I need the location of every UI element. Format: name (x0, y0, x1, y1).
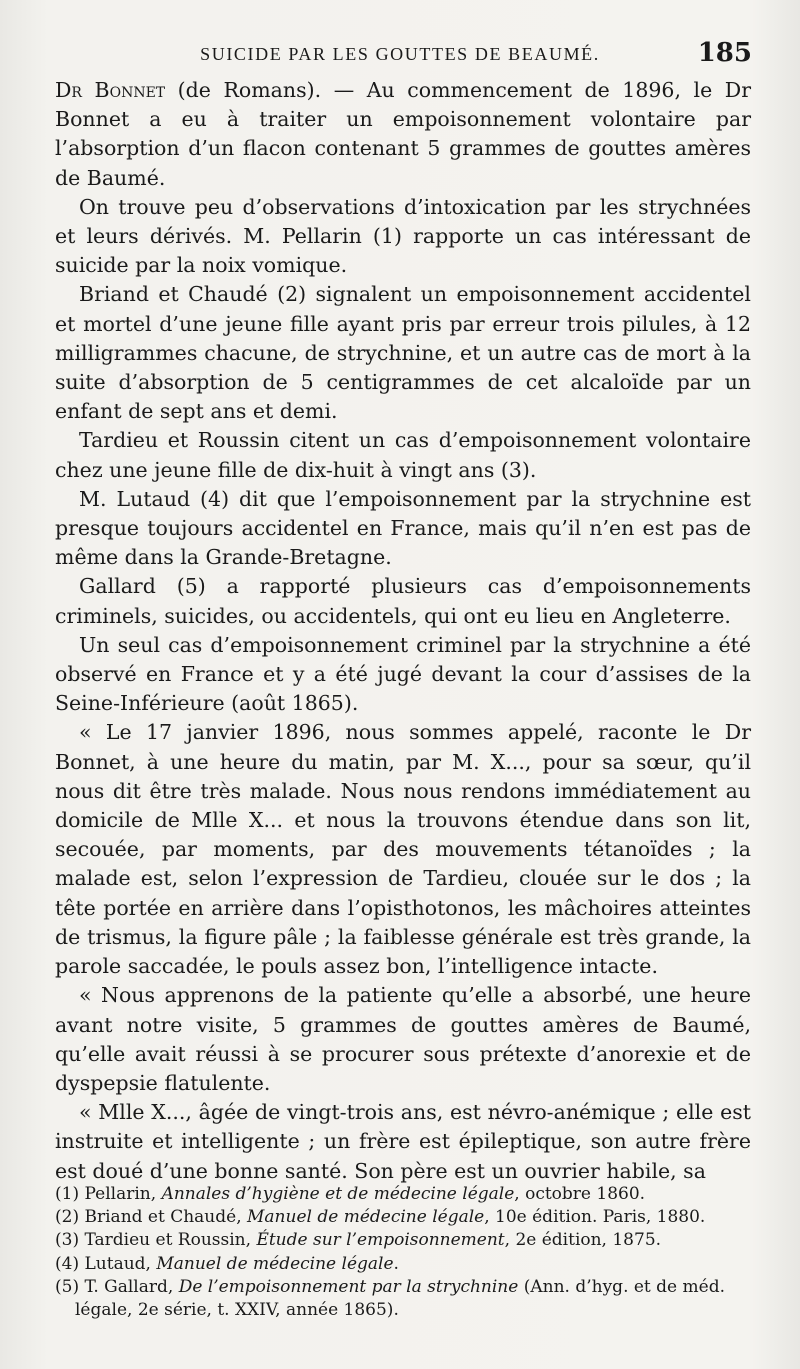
footnote-title: Manuel de médecine légale (247, 1207, 485, 1228)
footnote-number: (3) (55, 1230, 80, 1251)
footnote-text: Briand et Chaudé, (79, 1207, 248, 1228)
page-number: 185 (697, 38, 752, 68)
footnote (55, 1183, 751, 1206)
footnote-title: Étude sur l’empoisonnement (256, 1230, 505, 1251)
footnote-number: (5) (55, 1276, 80, 1297)
paragraph: Tardieu et Roussin citent un cas d’empoisonnement volontaire chez une jeune fille de dix-huit à vingt ans (3). (55, 428, 751, 482)
footnote-title: De l’empoisonnement par la strychnine (178, 1276, 519, 1297)
footnotes (55, 1183, 751, 1322)
paragraph: « Nous apprenons de la patiente qu’elle a absorbé, une heure avant notre visite, 5 grammes de gouttes amères de Baumé, qu’elle avait réussi à se procurer sous prétexte d’anorexie et de dyspepsie flatulente. (55, 983, 751, 1095)
page-header (0, 38, 800, 78)
body-text (55, 76, 751, 1186)
paragraph-text: (de Romans). — Au commencement de 1896, le Dr Bonnet a eu à traiter un empoisonnement volontaire par l’absorption d’un flacon contenant 5 grammes de gouttes amères de Baumé. (55, 78, 752, 190)
paragraph: Briand et Chaudé (2) signalent un empoisonnement accidentel et mortel d’une jeune fille ayant pris par erreur trois pilules, à 12 milligrammes chacune, de strychnine, et un autre cas de mort à la suite d’absorption de 5 centigrammes de cet alcaloïde par un enfant de sept ans et demi. (55, 282, 751, 424)
paragraph: Un seul cas d’empoisonnement criminel par la strychnine a été observé en France et y a été jugé devant la cour d’assises de la Seine-Inférieure (août 1865). (55, 632, 751, 716)
paragraph: « Le 17 janvier 1896, nous sommes appelé, raconte le Dr Bonnet, à une heure du matin, par M. X..., pour sa sœur, qu’il nous dit être très malade. Nous nous rendons immédiatement au domicile de Mlle X... et nous la trouvons étendue dans son lit, secouée, par moments, par des mouvements tétanoïdes ; la malade est, selon l’expression de Tardieu, clouée sur le dos ; la tête portée en arrière dans l’opisthotonos, les mâchoires atteintes de trismus, la figure pâle ; la faiblesse générale est très grande, la parole saccadée, le pouls assez bon, l’intelligence intacte. (55, 720, 751, 979)
footnote-text: Lutaud, (79, 1253, 157, 1274)
footnote-number: (1) (55, 1184, 80, 1204)
footnote-text: T. Gallard, (79, 1276, 179, 1297)
footnote (55, 1253, 751, 1276)
footnote-text: , 2e édition, 1875. (504, 1230, 662, 1251)
footnote-text: Pellarin, (79, 1184, 162, 1204)
footnote-title: Manuel de médecine légale (156, 1253, 394, 1274)
footnote-text: , octobre 1860. (514, 1184, 646, 1204)
footnote (55, 1229, 751, 1252)
footnote-number: (2) (55, 1207, 80, 1228)
footnote (55, 1276, 751, 1322)
running-title: SUICIDE PAR LES GOUTTES DE BEAUMÉ. (200, 44, 600, 64)
footnote-text: Tardieu et Roussin, (79, 1230, 257, 1251)
paragraph: On trouve peu d’observations d’intoxication par les strychnées et leurs dérivés. M. Pellarin (1) rapporte un cas intéressant de suicide par la noix vomique. (55, 194, 751, 278)
footnote (55, 1206, 751, 1229)
footnote-text: . (393, 1253, 399, 1274)
paragraph: M. Lutaud (4) dit que l’empoisonnement par la strychnine est presque toujours accidentel en France, mais qu’il n’en est pas de même dans la Grande-Bretagne. (55, 486, 751, 570)
paragraph: « Mlle X..., âgée de vingt-trois ans, est névro-anémique ; elle est instruite et intelligente ; un frère est épileptique, son autre frère est doué d’une bonne santé. Son père est un ouvrier habile, sa (55, 1100, 751, 1183)
footnote-number: (4) (55, 1253, 80, 1274)
footnote-text: (Ann. d’hyg. et de méd. légale, 2e série, t. XXIV, année 1865). (75, 1276, 725, 1321)
paragraph: Gallard (5) a rapporté plusieurs cas d’empoisonnements criminels, suicides, ou accidentels, qui ont eu lieu en Angleterre. (55, 574, 751, 628)
author-name: Dr Bonnet (55, 78, 166, 102)
footnote-text: , 10e édition. Paris, 1880. (484, 1207, 706, 1228)
paragraph (55, 76, 751, 193)
footnote-title: Annales d’hygiène et de médecine légale (161, 1184, 515, 1204)
